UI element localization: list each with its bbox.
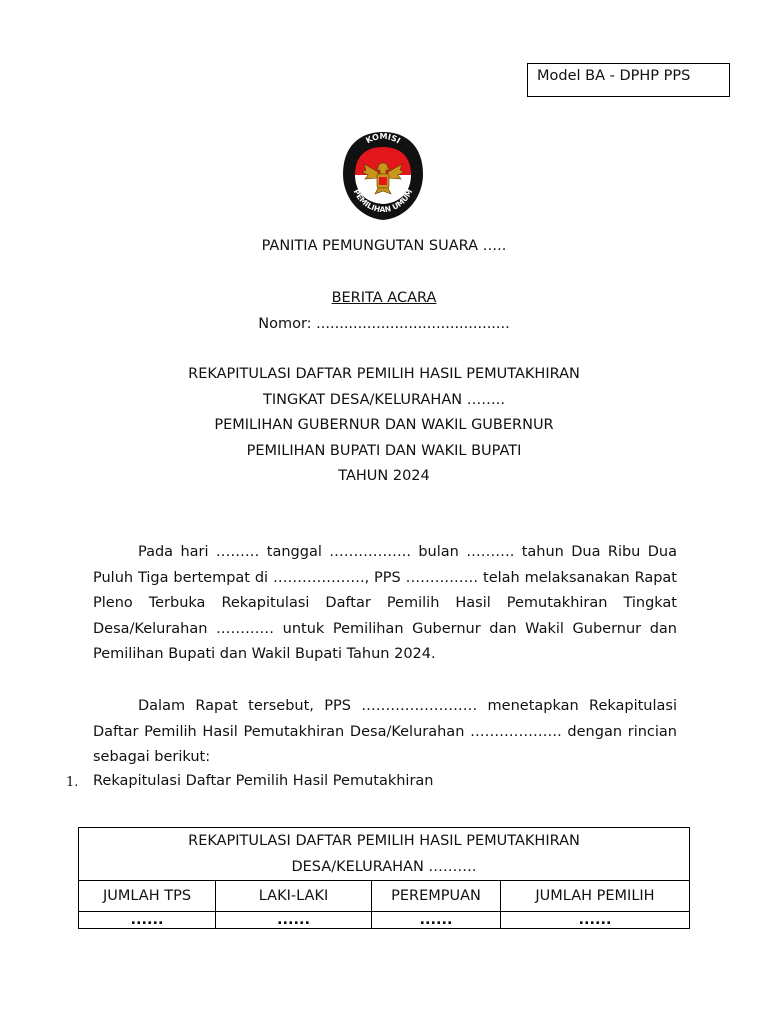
subject-line-5: TAHUN 2024 — [338, 468, 430, 484]
table-title-line-1: REKAPITULASI DAFTAR PEMILIH HASIL PEMUTAKHIRAN — [188, 833, 580, 849]
document-number: Nomor: .......................................... — [258, 316, 510, 332]
svg-text:KOMISI: KOMISI — [364, 131, 402, 146]
value-male: ...... — [216, 912, 372, 929]
list-item-text: Rekapitulasi Daftar Pemilih Hasil Pemutakhiran — [93, 773, 434, 789]
subject-line-3: PEMILIHAN GUBERNUR DAN WAKIL GUBERNUR — [214, 417, 554, 433]
column-header-total: JUMLAH PEMILIH — [501, 881, 690, 912]
table-title — [79, 828, 690, 881]
table-title-line-2: DESA/KELURAHAN ………. — [291, 859, 477, 875]
column-header-female: PEREMPUAN — [372, 881, 501, 912]
model-label: Model BA - DPHP PPS — [527, 63, 730, 97]
column-header-male: LAKI-LAKI — [216, 881, 372, 912]
value-female: ...... — [372, 912, 501, 929]
column-header-tps: JUMLAH TPS — [79, 881, 216, 912]
opening-paragraph: Pada hari ……… tanggal …………….. bulan ………. tahun Dua Ribu Dua Puluh Tiga bertempat di ………………., PPS …………… telah melaksanakan Rapat Pleno Terbuka Rekapitulasi Daftar Pemilih Hasil Pemutakhiran Tingkat Desa/Kelurahan ………… untuk Pemilihan Gubernur dan Wakil Gubernur dan Pemilihan Bupati dan Wakil Bupati Tahun 2024. — [93, 544, 677, 662]
recap-table — [78, 827, 690, 929]
value-total: ...... — [501, 912, 690, 929]
list-item-number: 1. — [66, 775, 79, 790]
document-type: BERITA ACARA — [331, 290, 437, 306]
value-tps: ...... — [79, 912, 216, 929]
kpu-logo-icon — [340, 130, 426, 222]
subject-line-1: REKAPITULASI DAFTAR PEMILIH HASIL PEMUTAKHIRAN — [188, 366, 580, 382]
subject-line-4: PEMILIHAN BUPATI DAN WAKIL BUPATI — [246, 443, 522, 459]
subject-line-2: TINGKAT DESA/KELURAHAN …….. — [263, 392, 505, 408]
meeting-paragraph: Dalam Rapat tersebut, PPS …………………… menetapkan Rekapitulasi Daftar Pemilih Hasil Pemutakhiran Desa/Kelurahan ………………. dengan rincian sebagai berikut: — [93, 698, 677, 765]
committee-name: PANITIA PEMUNGUTAN SUARA ….. — [261, 238, 507, 254]
svg-text:PEMILIHAN UMUM: PEMILIHAN UMUM — [351, 187, 415, 215]
